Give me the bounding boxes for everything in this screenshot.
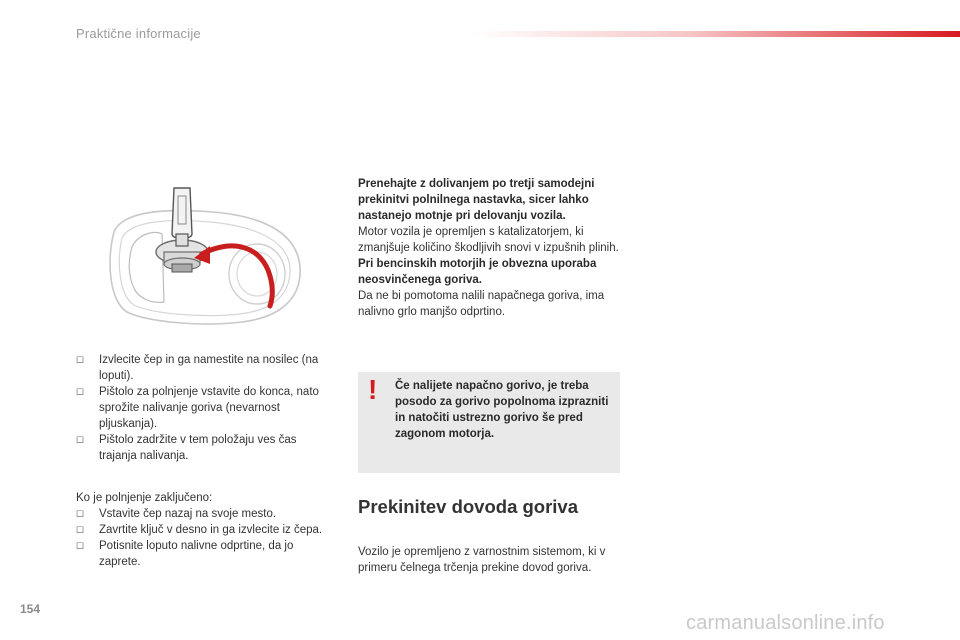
- filler-neck-note: Da ne bi pomotoma nalili napačnega goriva, ima nalivno grlo manjšo odprtino.: [358, 290, 605, 318]
- checkbox-bullet-icon: ☐: [76, 355, 85, 365]
- watermark: carmanualsonline.info: [686, 612, 885, 634]
- page-number: 154: [20, 602, 41, 616]
- list-item: ☐ Vstavite čep nazaj na svoje mesto.: [76, 508, 277, 520]
- left-column: [76, 352, 332, 570]
- checkbox-bullet-icon: ☐: [76, 387, 85, 397]
- completion-intro: Ko je polnjenje zaključeno:: [76, 492, 213, 504]
- list-item: ☐ Izvlecite čep in ga namestite na nosilec (na loputi).: [76, 354, 319, 382]
- fuel-cap-illustration: [92, 172, 322, 337]
- checkbox-bullet-icon: ☐: [76, 435, 85, 445]
- list-item: ☐ Pištolo zadržite v tem položaju ves čas trajanja nalivanja.: [76, 434, 297, 462]
- list-item: ☐ Zavrtite ključ v desno in ga izvlecite iz čepa.: [76, 524, 323, 536]
- right-column: [358, 176, 620, 320]
- warning-text: Če nalijete napačno gorivo, je treba posodo za gorivo popolnoma izprazniti in natočiti ustrezno gorivo še pred zagonom motorja.: [395, 380, 609, 440]
- refuel-stop-note: Prenehajte z dolivanjem po tretji samodejni prekinitvi polnilnega nastavka, sicer lahko nastanejo motnje pri delovanju vozila.: [358, 178, 595, 222]
- checkbox-bullet-icon: ☐: [76, 541, 85, 551]
- checkbox-bullet-icon: ☐: [76, 509, 85, 519]
- section-title: Prekinitev dovoda goriva: [358, 496, 579, 517]
- page-header-title: Praktične informacije: [76, 26, 201, 41]
- section-body: Vozilo je opremljeno z varnostnim sistemom, ki v primeru čelnega trčenja prekine dovod goriva.: [358, 546, 606, 574]
- unleaded-note: Pri bencinskih motorjih je obvezna uporaba neosvinčenega goriva.: [358, 258, 597, 286]
- header-accent-bar: [470, 31, 960, 37]
- exclamation-icon: !: [368, 374, 378, 405]
- list-item: ☐ Potisnite loputo nalivne odprtine, da jo zaprete.: [76, 540, 294, 568]
- list-item: ☐ Pištolo za polnjenje vstavite do konca, nato sprožite nalivanje goriva (nevarnost pljuskanja).: [76, 386, 319, 430]
- warning-box: [358, 372, 620, 473]
- catalyst-note: Motor vozila je opremljen s katalizatorjem, ki zmanjšuje količino škodljivih snovi v izpušnih plinih.: [358, 226, 619, 254]
- checkbox-bullet-icon: ☐: [76, 525, 85, 535]
